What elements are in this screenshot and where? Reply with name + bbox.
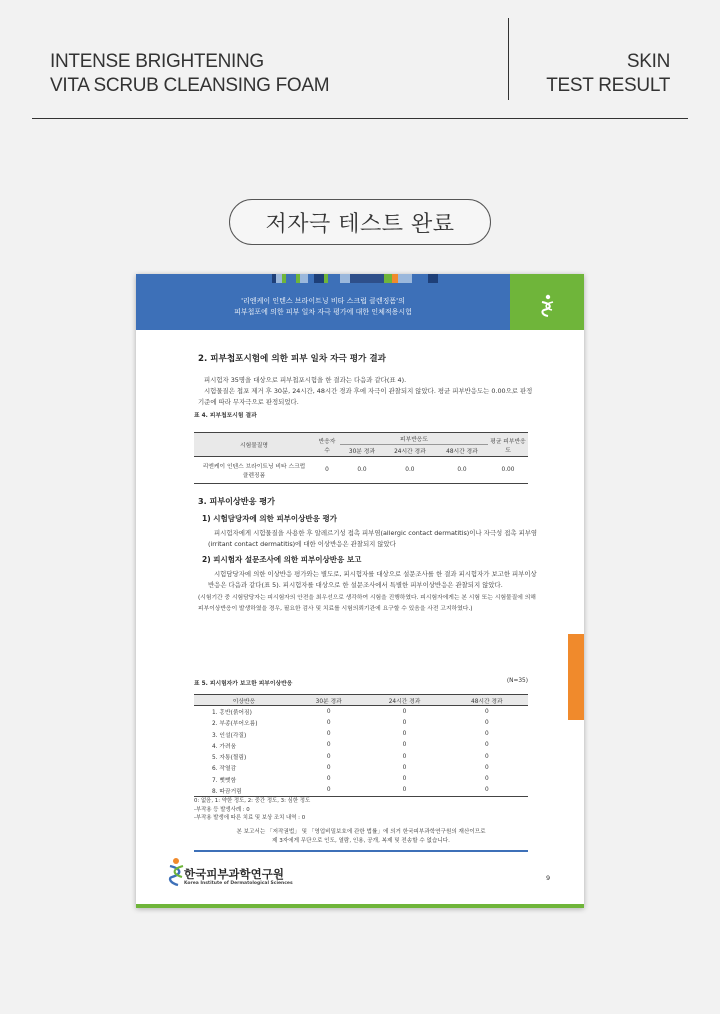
footer-green-bar: [136, 904, 584, 908]
reaction-label: 4. 가려움: [212, 743, 237, 750]
table-row: [194, 762, 528, 773]
reaction-30m-value: 0: [326, 731, 331, 738]
reaction-label: 5. 자통(찔림): [212, 755, 247, 762]
subsection2-paragraph: 시험담당자에 의한 이상반응 평가와는 별도로, 피시험자를 대상으로 설문조사를 한 결과 피시험자가 보고한 피부이상반응은 다음과 같다(표 5). 피시험자를 대상으로 한 설문조사에서 특별한 피부이상반응은 관찰되지 않았다.: [208, 570, 537, 589]
reaction-label: 7. 뻣뻣함: [212, 777, 237, 784]
table4-48h-value: 0.0: [457, 467, 467, 473]
table5-col-48h: 48시간 경과: [446, 695, 528, 706]
table4-30m-value: 0.0: [357, 467, 367, 473]
table-row: [194, 728, 528, 739]
report-banner: [136, 283, 510, 330]
table-row: [194, 706, 528, 717]
table5-sample-size: (N=35): [506, 678, 528, 684]
subsection1-paragraph: 피시험자에게 시험물질을 사용한 후 알레르기성 접촉 피부염(allergic contact dermatitis)이나 자극성 접촉 피부염(irritant contact dermatitis)에 대한 이상반응은 관찰되지 않았다: [208, 529, 538, 548]
table-row: [194, 785, 528, 796]
reaction-label: 8. 따끔거림: [212, 788, 242, 795]
reaction-48h-value: 0: [484, 787, 489, 794]
institute-name-korean: 한국피부과학연구원: [184, 867, 284, 881]
reaction-30m-value: 0: [326, 787, 331, 794]
reaction-24h-value: 0: [402, 731, 407, 738]
section-title: [546, 50, 670, 98]
table4-average-value: 0.00: [501, 467, 515, 473]
table4-col-24h: 24시간 경과: [394, 449, 426, 455]
reaction-48h-value: 0: [484, 719, 489, 726]
table4-caption: 표 4. 피부첩포시험 결과: [194, 413, 257, 419]
reaction-30m-value: 0: [326, 764, 331, 771]
subsection1-heading: 1) 시험담당자에 의한 피부이상반응 평가: [202, 514, 338, 523]
reaction-48h-value: 0: [484, 731, 489, 738]
product-name-line2: VITA SCRUB CLEANSING FOAM: [50, 75, 330, 96]
table4-col-30m: 30분 경과: [348, 449, 375, 455]
section2-paragraph2: 시험물질은 첩포 제거 후 30분, 24시간, 48시간 경과 후에 자극이 관찰되지 않았다. 평균 피부반응도는 0.00으로 판정기준에 따라 무자극으로 판정되었다.: [198, 387, 533, 406]
copyright-line2: 제 3자에게 무단으로 인도, 열람, 인용, 공개, 복제 및 전송할 수 없습니다.: [272, 837, 450, 844]
page-side-tab: [568, 634, 584, 720]
product-name-line1: INTENSE BRIGHTENING: [50, 51, 264, 72]
table4-material-name: 리엔케이 인텐스 브라이트닝 비타 스크럽 클렌징폼: [202, 464, 306, 479]
report-color-stripe: [136, 274, 584, 283]
reaction-24h-value: 0: [402, 776, 407, 783]
table4-col-material: 시험물질명: [240, 443, 268, 449]
banner-logo-block: [510, 283, 584, 330]
reaction-24h-value: 0: [402, 764, 407, 771]
reaction-label: 3. 인설(각질): [212, 732, 247, 739]
table-row: [194, 774, 528, 785]
table5-caption-row: [194, 678, 528, 687]
table5-col-30m: 30분 경과: [294, 695, 363, 706]
table5-adverse-reactions: [194, 694, 528, 797]
header-divider: [32, 118, 688, 119]
table4-col-group: 피부반응도: [340, 433, 488, 445]
report-body: [194, 354, 538, 422]
section-title-line2: TEST RESULT: [546, 75, 670, 96]
reaction-30m-value: 0: [326, 753, 331, 760]
section2-paragraph1: 피시험자 35명을 대상으로 피부첩포시험을 한 결과는 다음과 같다(표 4).: [204, 376, 407, 384]
low-irritation-badge: 저자극 테스트 완료: [229, 199, 491, 245]
table-row: [194, 717, 528, 728]
table-row: [194, 457, 528, 484]
subsection2-heading: 2) 피시험자 설문조사에 의한 피부이상반응 보고: [202, 555, 362, 564]
safety-note: (시험기간 중 시험담당자는 피시험자의 안전을 최우선으로 생각하여 시험을 진행하였다. 피시험자에게는 본 시험 또는 시험물질에 의해 피부이상반응이 발생하였을 경우, 필요한 검사 및 치료를 시험의뢰기관에 요구할 수 있음을 사전 고지하였다.): [198, 595, 536, 612]
page-number: 9: [546, 874, 551, 882]
table5-note2: -부작용 발생에 따른 치료 및 보상 조치 내역 : 0: [194, 815, 306, 821]
reaction-48h-value: 0: [484, 742, 489, 749]
section3-body: [198, 496, 538, 615]
table4-patch-test: [194, 432, 528, 484]
table5-col-label: 이상반응: [194, 695, 294, 706]
footer-divider: [194, 850, 528, 852]
dna-leaf-icon: [538, 294, 558, 318]
table4-responders-value: 0: [325, 467, 329, 473]
copyright-notice: [194, 828, 528, 845]
reaction-24h-value: 0: [402, 787, 407, 794]
table-row: [194, 740, 528, 751]
test-report-page: [136, 274, 584, 908]
section2-heading: 2. 피부첩포시험에 의한 피부 일차 자극 평가 결과: [198, 354, 386, 364]
institute-name-english: Korea Institute of Dermatological Sciences: [184, 881, 293, 886]
report-title-line1: '리엔케이 인텐스 브라이트닝 비타 스크럽 클렌징폼'의: [241, 297, 405, 305]
reaction-48h-value: 0: [484, 776, 489, 783]
section-title-line1: SKIN: [626, 51, 670, 72]
reaction-30m-value: 0: [326, 742, 331, 749]
table-row: [194, 751, 528, 762]
table5-notes: [194, 797, 528, 823]
table5-legend: 0: 없음, 1: 약한 정도, 2: 중간 정도, 3: 심한 정도: [194, 798, 311, 804]
reaction-label: 6. 작열감: [212, 766, 237, 773]
table4-col-responders: 반응자수: [318, 438, 336, 454]
reaction-24h-value: 0: [402, 753, 407, 760]
table4-24h-value: 0.0: [405, 467, 415, 473]
table5-caption: 표 5. 피시험자가 보고한 피부이상반응: [194, 681, 293, 687]
reaction-48h-value: 0: [484, 753, 489, 760]
reaction-label: 1. 홍반(붉어짐): [212, 710, 252, 717]
copyright-line1: 본 보고서는 「저작권법」 및 「영업비밀보호에 관한 법률」에 의거 한국피부과학연구원의 재산이므로: [236, 829, 486, 835]
reaction-24h-value: 0: [402, 708, 407, 715]
product-name: [50, 50, 329, 98]
reaction-24h-value: 0: [402, 742, 407, 749]
reaction-30m-value: 0: [326, 776, 331, 783]
reaction-48h-value: 0: [484, 764, 489, 771]
reaction-30m-value: 0: [326, 719, 331, 726]
header-divider-vertical: [508, 18, 509, 100]
reaction-30m-value: 0: [326, 708, 331, 715]
table4-col-average: 평균 피부반응도: [490, 438, 526, 454]
reaction-label: 2. 부종(부어오름): [212, 721, 258, 728]
section3-heading: 3. 피부이상반응 평가: [198, 496, 275, 506]
reaction-48h-value: 0: [484, 708, 489, 715]
reaction-24h-value: 0: [402, 719, 407, 726]
report-title-line2: 피부첩포에 의한 피부 일차 자극 평가에 대한 인체적용시험: [234, 308, 412, 316]
table5-col-24h: 24시간 경과: [363, 695, 445, 706]
table5-note1: -부작용 등 발생사례 : 0: [194, 806, 250, 813]
table4-col-48h: 48시간 경과: [446, 449, 478, 455]
